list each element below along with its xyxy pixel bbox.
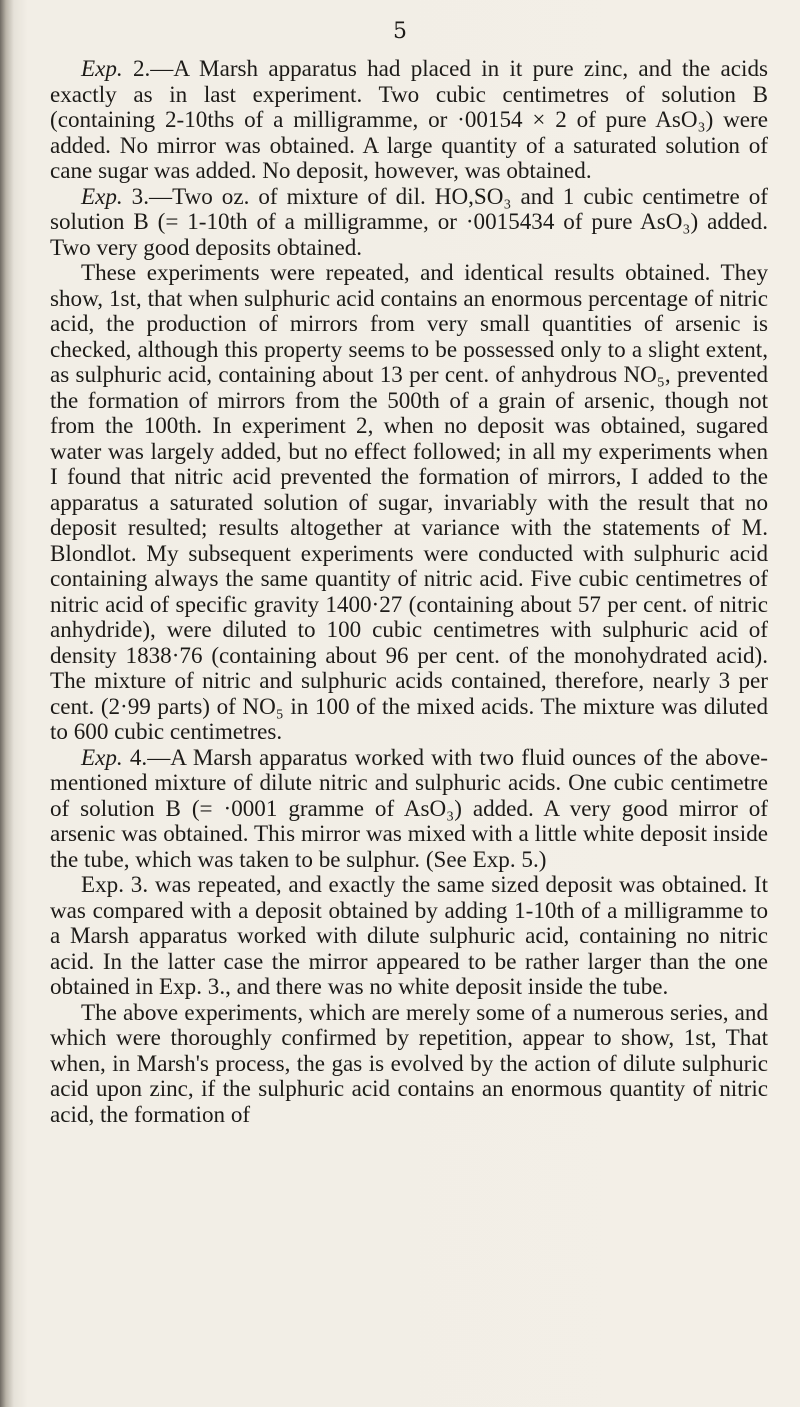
- page-number: 5: [393, 19, 407, 44]
- paragraph-text: Exp. 3. was repeated, and exactly the same sized deposit was obtained. It was compared with a deposit obtained by adding 1-10th of a milligramme to a Marsh apparatus worked with dilute sulphuric acid, containing no nitric acid. In the latter case the mirror appeared to be rather larger than the one obtained in Exp. 3., and there was no white deposit inside the tube.: [50, 871, 768, 999]
- paragraph-text: 2.—A Marsh apparatus had placed in it pure zinc, and the acids exactly as in last experiment. Two cubic centimetres of solution B (containing 2-10ths of a milligramme, or ·00154 × 2 of pure AsO₃) were added. No mirror was obtained. A large quantity of a saturated solution of cane sugar was added. No deposit, however, was obtained.: [50, 55, 768, 183]
- paragraph-text: The above experiments, which are merely some of a numerous series, and which were thoroughly confirmed by repetition, appear to show, 1st, That when, in Marsh's process, the gas is evolved by the action of dilute sulphuric acid upon zinc, if the sulphuric acid contains an enormous quantity of nitric acid, the formation of: [50, 998, 768, 1127]
- exp-label: Exp.: [81, 743, 123, 770]
- paragraph-exp-3: [50, 184, 768, 261]
- paragraph-exp-4: [50, 745, 768, 873]
- paragraph-exp-2: [50, 56, 768, 184]
- exp-label: Exp.: [81, 182, 123, 209]
- paragraph-text: These experiments were repeated, and identical results obtained. They show, 1st, that when sulphuric acid contains an enormous percentage of nitric acid, the production of mirrors from very small quantities of arsenic is checked, although this property seems to be possessed only to a slight extent, as sulphuric acid, containing about 13 per cent. of anhydrous NO₅, prevented the formation of mirrors from the 500th of a grain of arsenic, though not from the 100th. In experiment 2, when no deposit was obtained, sugared water was largely added, but no effect followed; in all my experiments when I found that nitric acid prevented the formation of mirrors, I added to the apparatus a saturated solution of sugar, invariably with the result that no deposit resulted; results altogether at variance with the statements of M. Blondlot. My subsequent experiments were conducted with sulphuric acid containing always the same quantity of nitric acid. Five cubic centimetres of nitric acid of specific gravity 1400·27 (containing about 57 per cent. of nitric anhydride), were diluted to 100 cubic centimetres with sulphuric acid of density 1838·76 (containing about 96 per cent. of the monohydrated acid). The mixture of nitric and sulphuric acids contained, therefore, nearly 3 per cent. (2·99 parts) of NO₅ in 100 of the mixed acids. The mixture was diluted to 600 cubic centimetres.: [50, 259, 768, 744]
- paragraph-repeat: [50, 872, 768, 1000]
- body-text: [50, 56, 768, 1127]
- paragraph-conclusion: [50, 1000, 768, 1128]
- paragraph-text: 4.—A Marsh apparatus worked with two fluid ounces of the above-mentioned mixture of dilute nitric and sulphuric acids. One cubic centimetre of solution B (= ·0001 gramme of AsO₃) added. A very good mirror of arsenic was obtained. This mirror was mixed with a little white deposit inside the tube, which was taken to be sulphur. (See Exp. 5.): [50, 743, 768, 872]
- paragraph-discussion: [50, 260, 768, 745]
- exp-label: Exp.: [81, 55, 123, 81]
- paragraph-text: 3.—Two oz. of mixture of dil. HO,SO₃ and 1 cubic centimetre of solution B (= 1-10th of a milligramme, or ·0015434 of pure AsO₃) added. Two very good deposits obtained.: [50, 182, 768, 260]
